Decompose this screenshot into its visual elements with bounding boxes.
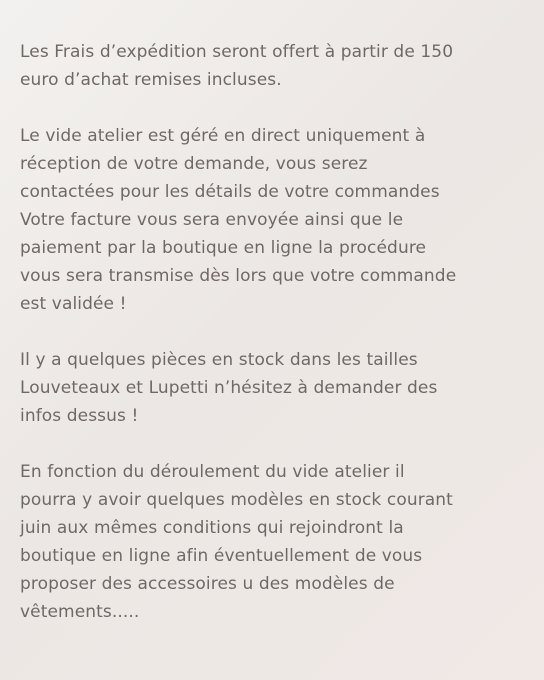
text-line: infos dessus ! — [20, 406, 139, 426]
text-line: Votre facture vous sera envoyée ainsi que le — [20, 210, 404, 230]
text-line: boutique en ligne afin éventuellement de vous — [20, 546, 423, 566]
text-line: vous sera transmise dès lors que votre commande — [20, 266, 457, 286]
text-line: paiement par la boutique en ligne la procédure — [20, 238, 427, 258]
text-line: Le vide atelier est géré en direct uniquement à — [20, 126, 426, 146]
notice-text — [20, 38, 528, 626]
text-line: contactées pour les détails de votre commandes — [20, 182, 440, 202]
text-line: proposer des accessoires u des modèles de — [20, 574, 395, 594]
text-line: En fonction du déroulement du vide atelier il — [20, 462, 405, 482]
text-line: juin aux mêmes conditions qui rejoindront la — [20, 518, 404, 538]
june-stock-paragraph — [20, 458, 528, 626]
text-line: euro d’achat remises incluses. — [20, 70, 282, 90]
text-line: vêtements..... — [20, 602, 140, 622]
text-line: Les Frais d’expédition seront offert à partir de 150 — [20, 42, 454, 62]
text-line: Il y a quelques pièces en stock dans les tailles — [20, 350, 418, 370]
text-line: Louveteaux et Lupetti n’hésitez à demander des — [20, 378, 438, 398]
order-process-paragraph — [20, 122, 528, 318]
stock-sizes-paragraph — [20, 346, 528, 430]
text-line: est validée ! — [20, 294, 127, 314]
shipping-paragraph — [20, 38, 528, 94]
text-line: pourra y avoir quelques modèles en stock courant — [20, 490, 453, 510]
text-line: réception de votre demande, vous serez — [20, 154, 368, 174]
